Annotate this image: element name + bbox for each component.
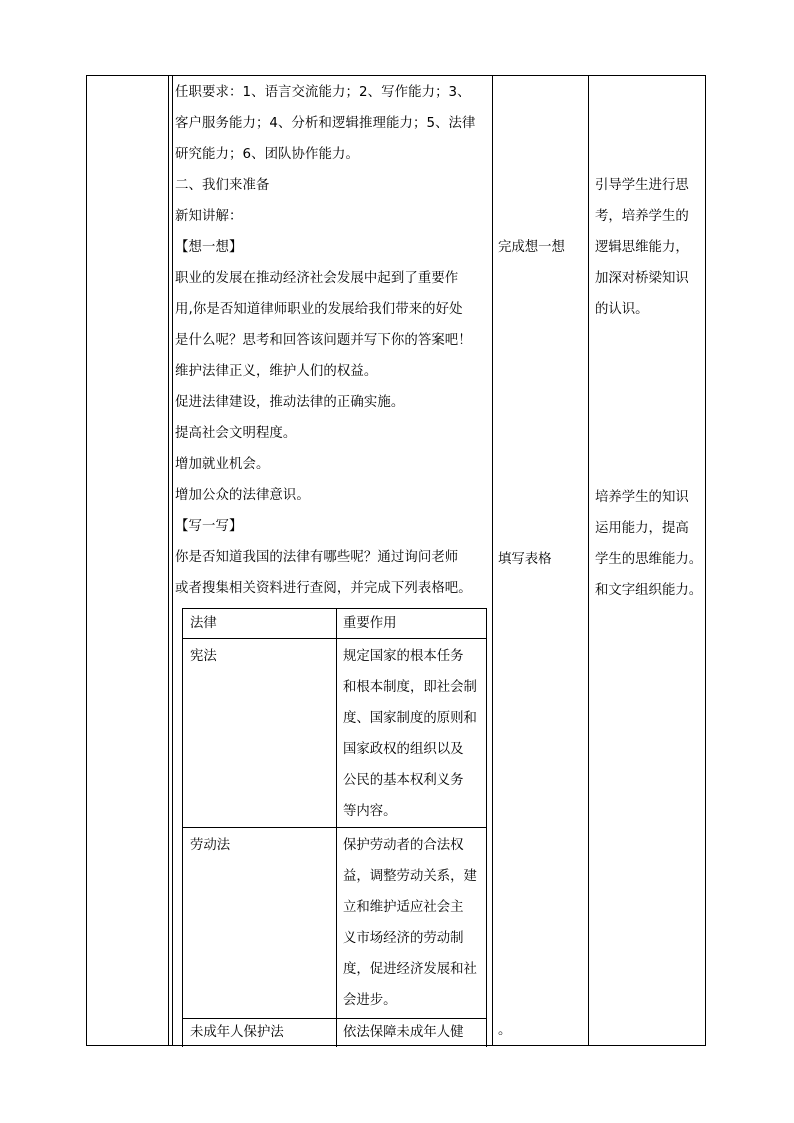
- content-line: 【想一想】: [175, 240, 243, 255]
- content-line: 是什么呢？思考和回答该问题并写下你的答案吧！: [175, 333, 472, 348]
- law-table: [182, 608, 487, 1047]
- activity-text: 。: [498, 1023, 512, 1038]
- law-name: 未成年人保护法: [190, 1025, 284, 1040]
- content-line: 提高社会文明程度。: [175, 426, 297, 441]
- lesson-plan-table: [86, 75, 706, 1046]
- purpose-line: 培养学生的知识: [595, 490, 689, 505]
- header-law: 法律: [190, 616, 217, 631]
- law-role-line: 益，调整劳动关系，建: [343, 869, 477, 884]
- content-line: 或者搜集相关资料进行查阅，并完成下列表格吧。: [175, 581, 472, 596]
- content-line: 任职要求：1、语言交流能力；2、写作能力；3、: [175, 85, 471, 100]
- column-divider: [492, 76, 493, 1045]
- table-row: [183, 639, 486, 828]
- column-divider: [168, 76, 169, 1045]
- law-role-line: 规定国家的根本任务: [343, 649, 464, 664]
- content-line: 增加公众的法律意识。: [175, 488, 310, 503]
- section-heading: 二、我们来准备: [175, 178, 270, 193]
- table-row: [183, 828, 486, 1019]
- purpose-line: 的认识。: [595, 302, 649, 317]
- content-line: 维护法律正义，维护人们的权益。: [175, 364, 378, 379]
- content-line: 客户服务能力；4、分析和逻辑推理能力；5、法律: [175, 116, 476, 131]
- law-role-line: 国家政权的组织以及: [343, 742, 464, 757]
- law-role-line: 等内容。: [343, 804, 397, 819]
- purpose-line: 引导学生进行思: [595, 178, 689, 193]
- purpose-line: 加深对桥梁知识: [595, 271, 689, 286]
- content-line: 促进法律建设，推动法律的正确实施。: [175, 395, 405, 410]
- purpose-line: 运用能力，提高: [595, 521, 689, 536]
- law-role-line: 和根本制度，即社会制: [343, 680, 477, 695]
- law-name: 劳动法: [190, 838, 231, 853]
- activity-text: 填写表格: [498, 552, 552, 567]
- header-role: 重要作用: [343, 616, 397, 631]
- content-line: 【写一写】: [175, 519, 243, 534]
- purpose-line: 考，培养学生的: [595, 209, 689, 224]
- purpose-line: 逻辑思维能力，: [595, 240, 689, 255]
- law-role-line: 度、国家制度的原则和: [343, 711, 477, 726]
- activity-text: 完成想一想: [498, 240, 565, 255]
- content-line: 增加就业机会。: [175, 457, 270, 472]
- content-line: 研究能力；6、团队协作能力。: [175, 147, 359, 162]
- law-role-line: 保护劳动者的合法权: [343, 838, 464, 853]
- purpose-line: 学生的思维能力。: [595, 552, 703, 567]
- law-role-line: 度，促进经济发展和社: [343, 962, 477, 977]
- law-role-line: 立和维护适应社会主: [343, 900, 464, 915]
- content-line: 新知讲解：: [175, 209, 243, 224]
- column-divider: [172, 76, 173, 1045]
- law-role-line: 依法保障未成年人健: [343, 1025, 464, 1040]
- law-role-line: 会进步。: [343, 993, 397, 1008]
- content-line: 职业的发展在推动经济社会发展中起到了重要作: [175, 271, 459, 286]
- content-line: 用,你是否知道律师职业的发展给我们带来的好处: [175, 302, 463, 317]
- law-role-line: 公民的基本权利义务: [343, 773, 464, 788]
- table-row: [183, 1019, 486, 1048]
- column-divider: [588, 76, 589, 1045]
- law-role-line: 义市场经济的劳动制: [343, 931, 464, 946]
- law-table-header: [183, 609, 486, 639]
- purpose-line: 和文字组织能力。: [595, 583, 703, 598]
- content-line: 你是否知道我国的法律有哪些呢？通过询问老师: [175, 550, 459, 565]
- law-name: 宪法: [190, 649, 217, 664]
